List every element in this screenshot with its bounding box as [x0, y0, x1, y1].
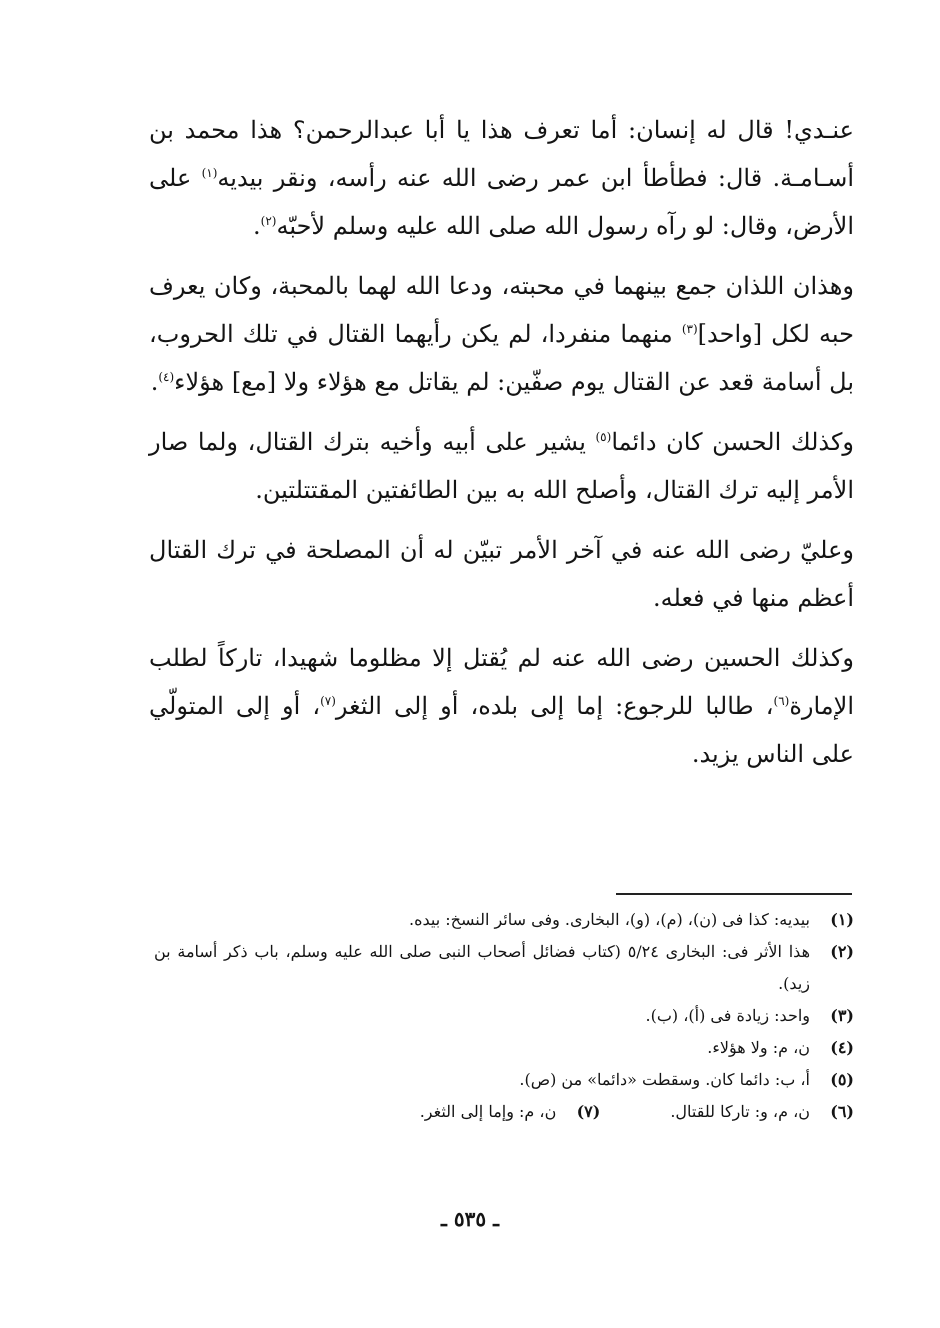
- footnote-number: (١): [830, 910, 854, 929]
- footnote-ref[interactable]: (٤): [158, 370, 175, 384]
- footnote-text: هذا الأثر فى: البخارى ٥/٢٤ (كتاب فضائل أصحاب النبى صلى الله عليه وسلم، باب ذكر أسامة بن زيد).: [154, 942, 811, 993]
- footnote-ref[interactable]: (١): [201, 166, 218, 180]
- footnotes: [154, 904, 854, 1128]
- footnote-pair-row: [154, 1096, 854, 1128]
- footnote-text: ن، م: وإما إلى الثغر.: [419, 1102, 557, 1121]
- text-run: عنـدي! قال له إنسان: أما تعرف هذا يا أبا عبدالرحمن؟ هذا محمد بن أسـامـة. قال: فطأطأ ابن عمر رضى الله عنه رأسه، ونقر بيديه: [149, 116, 855, 192]
- footnote-divider: [616, 893, 852, 895]
- footnote-ref[interactable]: (٦): [773, 694, 790, 708]
- footnote-ref[interactable]: (٥): [595, 430, 612, 444]
- footnote-text: ن، م: ولا هؤلاء.: [707, 1038, 810, 1057]
- footnote-ref[interactable]: (٧): [320, 694, 336, 708]
- text-run: .: [150, 368, 159, 396]
- footnote-item: [154, 1064, 854, 1096]
- footnote-ref[interactable]: (٣): [681, 322, 698, 336]
- footnote-text: ن، م، و: تاركا للقتال.: [670, 1102, 810, 1121]
- text-run: وكذلك الحسن كان دائما: [611, 428, 855, 456]
- text-run: .: [253, 212, 261, 240]
- text-run: على الأرض، وقال: لو رآه رسول الله صلى الله عليه وسلم لأحبّه: [149, 164, 854, 240]
- paragraph: [149, 526, 854, 622]
- text-run: ، أو إلى المتولّي على الناس يزيد.: [149, 692, 854, 768]
- footnote-number: (٤): [830, 1038, 854, 1057]
- footnote-item: [154, 904, 854, 936]
- footnote-item: [154, 936, 854, 1000]
- footnote-item: [154, 1000, 854, 1032]
- text-run: وعليّ رضى الله عنه في آخر الأمر تبيّن له أن المصلحة في ترك القتال أعظم منها في فعله.: [149, 536, 854, 612]
- footnote-number: (٥): [830, 1070, 854, 1089]
- text-run: وكذلك الحسين رضى الله عنه لم يُقتل إلا مظلوما شهيدا، تاركاً لطلب الإمارة: [149, 644, 855, 720]
- page-number: ـ ٥٣٥ ـ: [441, 1207, 499, 1231]
- footnote-number: (٧): [576, 1102, 601, 1121]
- text-run: منهما منفردا، لم يكن رأيهما القتال في تلك الحروب، بل أسامة قعد عن القتال يوم صفّين: لم يقاتل مع هؤلاء ولا [مع] هؤلاء: [149, 320, 854, 396]
- paragraph: [149, 262, 854, 406]
- paragraph: [149, 418, 854, 514]
- text-run: يشير على أبيه وأخيه بترك القتال، ولما صار الأمر إليه ترك القتال، وأصلح الله به بين الطائفتين المقتتلتين.: [149, 428, 854, 504]
- text-run: وهذان اللذان جمع بينهما في محبته، ودعا الله لهما بالمحبة، وكان يعرف حبه لكل [واحد]: [149, 272, 854, 348]
- paragraph: [149, 106, 854, 250]
- footnote-text: أ، ب: دائما كان. وسقطت «دائما» من (ص).: [519, 1070, 810, 1089]
- footnote-number: (٣): [830, 1006, 854, 1025]
- footnote-text: واحد: زيادة فى (أ)، (ب).: [645, 1006, 810, 1025]
- footnote-item: [154, 1032, 854, 1064]
- paragraph: [149, 634, 854, 778]
- footnote-ref[interactable]: (٢): [260, 214, 277, 228]
- footnote-number: (٦): [830, 1102, 854, 1121]
- text-run: ، طالبا للرجوع: إما إلى بلده، أو إلى الثغر: [335, 692, 774, 720]
- footnote-number: (٢): [830, 942, 854, 961]
- main-text: [149, 106, 854, 790]
- footnote-text: بيديه: كذا فى (ن)، (م)، (و)، البخارى. وفى سائر النسخ: بيده.: [409, 910, 810, 929]
